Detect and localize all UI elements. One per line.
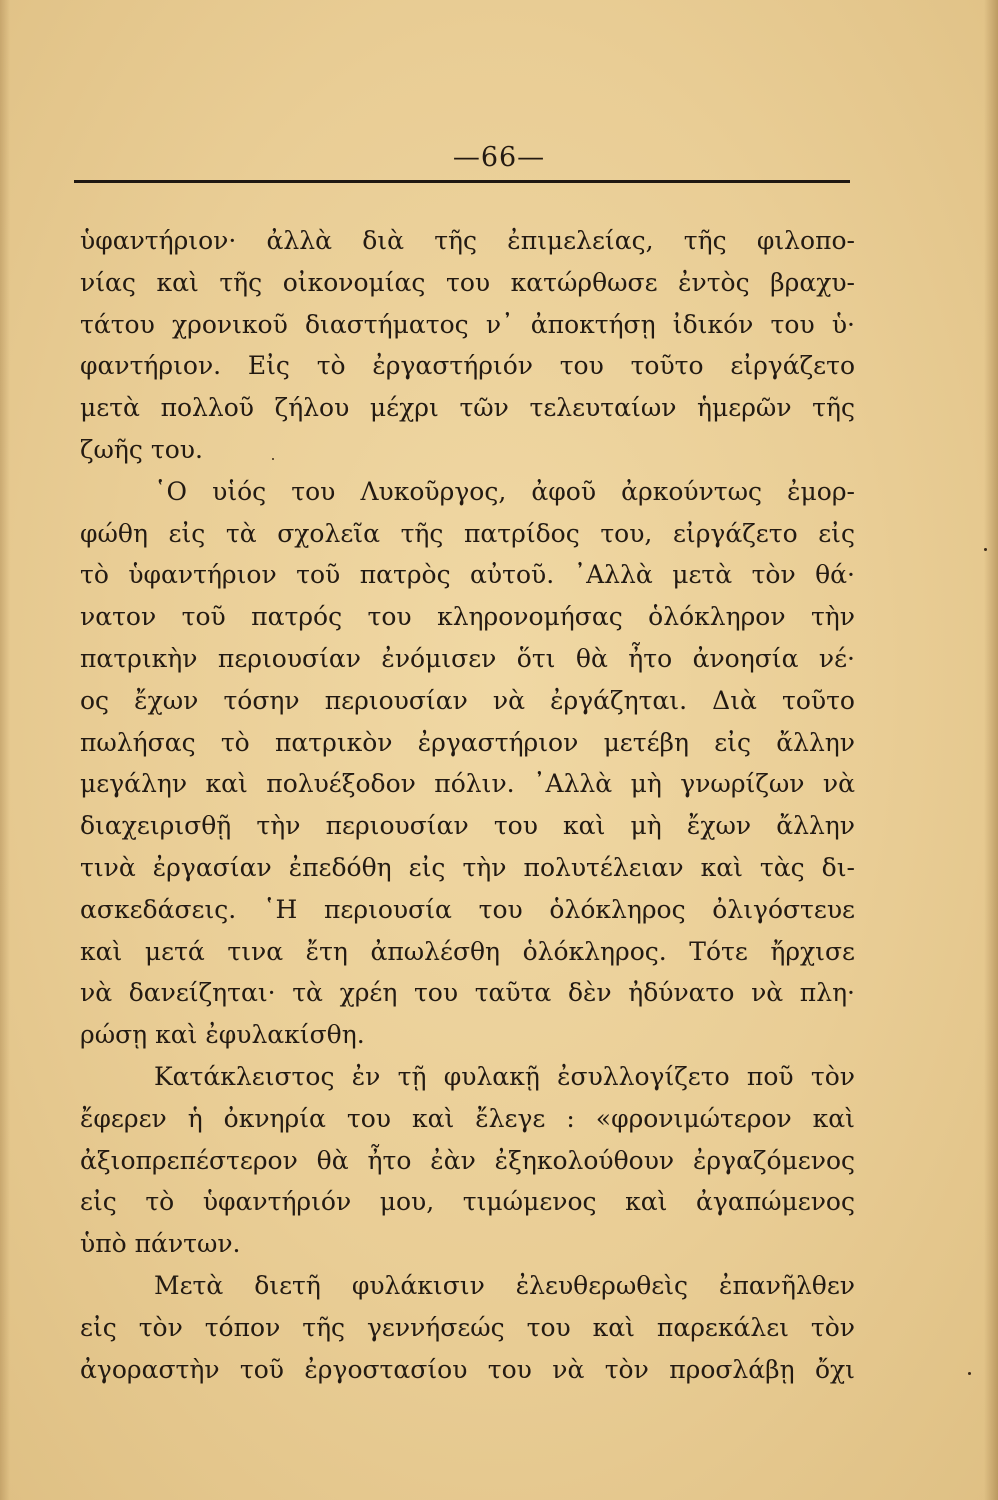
body-text: [80, 220, 855, 1390]
page-edge-left: [0, 0, 10, 1500]
text-line: ἀξιοπρεπέστερον θὰ ἦτο ἐὰν ἐξηκολούθουν ἐργαζόμενος: [80, 1145, 855, 1175]
text-line: μετὰ πολλοῦ ζήλου μέχρι τῶν τελευταίων ἡμερῶν τῆς: [80, 393, 855, 423]
text-line: φώθη εἰς τὰ σχολεῖα τῆς πατρίδος του, εἰργάζετο εἰς: [80, 518, 855, 548]
text-line: ἔφερεν ἡ ὀκνηρία του καὶ ἔλεγε : «φρονιμώτερον καὶ: [80, 1103, 855, 1133]
text-line: εἰς τὸν τόπον τῆς γεννήσεώς του καὶ παρεκάλει τὸν: [80, 1312, 855, 1342]
text-line: πατρικὴν περιουσίαν ἐνόμισεν ὅτι θὰ ἦτο ἀνοησία νέ·: [80, 643, 855, 673]
text-line: ὑπὸ πάντων.: [80, 1229, 241, 1259]
text-line: ος ἔχων τόσην περιουσίαν νὰ ἐργάζηται. Διὰ τοῦτο: [80, 685, 855, 715]
text-line: ὑφαντήριον· ἀλλὰ διὰ τῆς ἐπιμελείας, τῆς φιλοπο-: [80, 226, 855, 255]
text-line: ἀγοραστὴν τοῦ ἐργοστασίου του νὰ τὸν προσλάβῃ ὄχι: [80, 1354, 855, 1384]
ink-speck: [272, 458, 274, 460]
text-line: ζωῆς του.: [80, 434, 203, 464]
ink-speck: [968, 1372, 971, 1375]
ink-speck: [984, 548, 987, 551]
text-line: νατον τοῦ πατρός του κληρονομήσας ὁλόκληρον τὴν: [80, 602, 855, 632]
text-line: τὸ ὑφαντήριον τοῦ πατρὸς αὐτοῦ. ᾿Αλλὰ μετὰ τὸν θά·: [80, 560, 855, 590]
text-line: νὰ δανείζηται· τὰ χρέη του ταῦτα δὲν ἠδύνατο νὰ πλη·: [80, 978, 855, 1008]
text-line: Κατάκλειστος ἐν τῇ φυλακῇ ἐσυλλογίζετο ποῦ τὸν: [154, 1061, 855, 1091]
page-number: —66—: [452, 142, 546, 173]
text-line: πωλήσας τὸ πατρικὸν ἐργαστήριον μετέβη εἰς ἄλλην: [80, 727, 855, 757]
text-line: καὶ μετά τινα ἔτη ἀπωλέσθη ὁλόκληρος. Τότε ἤρχισε: [80, 936, 855, 966]
text-line: φαντήριον. Εἰς τὸ ἐργαστήριόν του τοῦτο εἰργάζετο: [80, 351, 855, 381]
page-edge-right: [984, 0, 998, 1500]
text-line: Μετὰ διετῆ φυλάκισιν ἐλευθερωθεὶς ἐπανῆλθεν: [154, 1270, 855, 1300]
text-line: ασκεδάσεις. ῾Η περιουσία του ὁλόκληρος ὀλιγόστευε: [80, 894, 855, 924]
text-line: ρώσῃ καὶ ἐφυλακίσθη.: [80, 1020, 365, 1050]
text-line: τάτου χρονικοῦ διαστήματος ν᾿ ἀποκτήσῃ ἰδικόν του ὑ·: [80, 309, 855, 339]
text-line: τινὰ ἐργασίαν ἐπεδόθη εἰς τὴν πολυτέλειαν καὶ τὰς δι-: [80, 852, 855, 882]
header-rule: [74, 180, 850, 183]
text-line: εἰς τὸ ὑφαντήριόν μου, τιμώμενος καὶ ἀγαπώμενος: [80, 1187, 855, 1217]
paragraph-2: [80, 471, 855, 1056]
text-line: νίας καὶ τῆς οἰκονομίας του κατώρθωσε ἐντὸς βραχυ-: [80, 267, 855, 297]
paragraph-4: [80, 1265, 855, 1390]
text-line: μεγάλην καὶ πολυέξοδον πόλιν. ᾿Αλλὰ μὴ γνωρίζων νὰ: [80, 769, 855, 799]
paragraph-3: [80, 1056, 855, 1265]
text-line: διαχειρισθῇ τὴν περιουσίαν του καὶ μὴ ἔχων ἄλλην: [80, 811, 855, 841]
paragraph-1: [80, 220, 855, 471]
text-line: ῾Ο υἱός του Λυκοῦργος, ἀφοῦ ἀρκούντως ἐμορ-: [154, 476, 855, 506]
